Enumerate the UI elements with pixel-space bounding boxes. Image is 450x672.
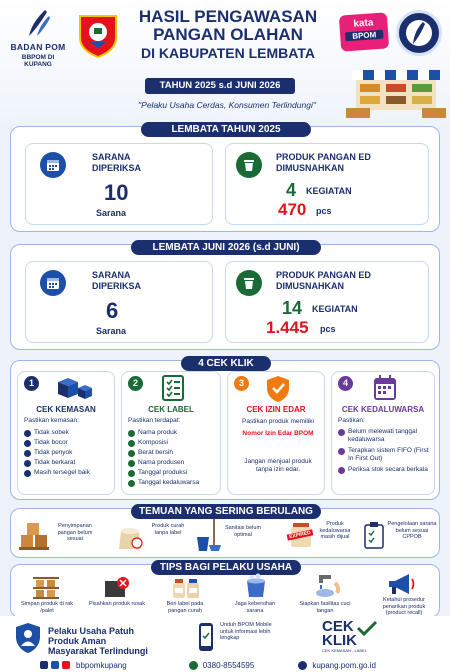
kegiatan-value: 14 (282, 298, 303, 318)
list-item: Tidak bocor (24, 438, 114, 448)
pcs-unit: pcs (316, 206, 332, 216)
step-title: CEK IZIN EDAR (246, 405, 306, 414)
cleaning-bucket-icon (243, 573, 269, 604)
handwash-icon (313, 573, 343, 604)
step-number: 3 (234, 376, 249, 391)
list-item: Tanggal kedaluwarsa (128, 478, 220, 488)
sarana-label-line2: DIPERIKSA (92, 281, 142, 291)
temuan-item: Sanitasi belum optimal (224, 525, 262, 538)
bpom-name: BADAN POM (10, 42, 66, 52)
produk-label-line1: PRODUK PANGAN ED (276, 270, 371, 280)
tip-item: Simpan produk di rak /palet (21, 601, 73, 614)
list-item: Masih tersegel baik (24, 468, 114, 478)
step-desc: Pastikan kemasan: (24, 417, 79, 424)
period-badge: TAHUN 2025 s.d JUNI 2026 (145, 78, 295, 94)
facebook-icon[interactable] (51, 661, 59, 669)
contact-bar (0, 658, 450, 672)
title-line1: HASIL PENGAWASAN (138, 7, 318, 26)
labeled-jar-icon (171, 575, 201, 604)
step-cek-izin-edar (227, 371, 325, 495)
list-item: Tidak berkarat (24, 458, 114, 468)
step-title: CEK KEDALUWARSA (341, 405, 425, 414)
step-number: 2 (128, 376, 143, 391)
calendar-icon (40, 152, 66, 178)
youtube-icon[interactable] (62, 661, 70, 669)
title-line3: DI KABUPATEN LEMBATA (141, 45, 315, 61)
globe-icon (298, 661, 307, 670)
cek-klik-title: 4 CEK KLIK (181, 356, 271, 371)
whatsapp-icon (189, 661, 198, 670)
page-title (122, 8, 334, 62)
section-2025-title: LEMBATA TAHUN 2025 (141, 122, 311, 137)
box-icon (52, 374, 94, 405)
step-title: CEK LABEL (148, 405, 194, 414)
bpom-mark-icon (23, 8, 53, 38)
step-desc: Pastikan terdapat: (128, 417, 181, 424)
pcs-value: 1.445 (266, 318, 309, 337)
checklist-icon (160, 374, 186, 407)
header (0, 0, 450, 128)
tip-item: Ketahui prosedur penarikan produk (product recall) (382, 597, 426, 616)
cek-sub: CEK KEMASAN - LABEL (322, 648, 367, 653)
kegiatan-unit: KEGIATAN (312, 304, 358, 314)
temuan-item: Penyimpanan pangan belum sesuai (57, 523, 93, 542)
step-cek-kedaluwarsa (331, 371, 435, 495)
produk-label-line1: PRODUK PANGAN ED (276, 152, 371, 162)
list-item: Nama produsen (128, 458, 220, 468)
sarana-value: 10 (104, 180, 129, 205)
temuan-section (10, 508, 440, 558)
footer-line1: Pelaku Usaha Patuh (48, 626, 135, 636)
damaged-box-icon (103, 575, 129, 604)
shield-person-icon (14, 622, 42, 659)
kegiatan-value: 4 (286, 180, 297, 200)
list-item: Berat bersih (128, 448, 220, 458)
shield-check-icon (264, 374, 292, 409)
expired-jar-icon (287, 521, 317, 547)
tip-item: Siapkan fasilitas cuci tangan (299, 601, 351, 614)
pcs-value: 470 (278, 200, 307, 219)
clipboard-icon (363, 521, 385, 554)
trash-icon (236, 152, 262, 178)
sarana-label-line1: SARANA (92, 152, 131, 162)
kata-bpom-logo (339, 12, 389, 51)
sarana-unit: Sarana (96, 326, 127, 336)
kegiatan-unit: KEGIATAN (306, 186, 352, 196)
temuan-item: Produk curah tanpa label (151, 523, 185, 536)
step-desc: Pastikan: (338, 417, 365, 424)
step-title: CEK KEMASAN (36, 405, 96, 414)
social-icons (40, 661, 70, 669)
tip-item: Pisahkan produk rusak (89, 601, 145, 607)
list-item: Nama produk (128, 428, 220, 438)
kata-brand: BPOM (345, 30, 384, 42)
produk-ed-card-2026 (225, 261, 429, 343)
tips-section (10, 564, 440, 618)
bpom-logo (8, 8, 68, 68)
list-item: Komposisi (128, 438, 220, 448)
shelf-icon (31, 575, 61, 604)
produk-ed-card-2025 (225, 143, 429, 225)
bpom-unit: BBPOM DI KUPANG (21, 54, 55, 68)
sarana-value: 6 (106, 298, 119, 323)
produk-label-line2: DIMUSNAHKAN (276, 163, 344, 173)
step-checklist (338, 428, 434, 474)
list-item: Terapkan sistem FIFO (First In First Out) (338, 447, 434, 463)
footer-line2: Produk Aman (48, 636, 107, 646)
phone-icon (198, 622, 214, 657)
social-handle[interactable]: bbpomkupang (76, 660, 127, 670)
section-2026 (10, 244, 440, 350)
temuan-title: TEMUAN YANG SERING BERULANG (131, 504, 321, 519)
list-item: Tidak sobek (24, 428, 114, 438)
expired-stamp: EXPIRED (288, 529, 312, 541)
temuan-item: Produk kedaluwarsa masih dijual (319, 521, 351, 540)
bulk-sack-icon (115, 521, 145, 556)
step-number: 4 (338, 376, 353, 391)
footer (0, 616, 450, 672)
list-item: Periksa stok secara berkala (338, 466, 434, 474)
izin-edar-highlight: Nomor Izin Edar BPOM (242, 430, 314, 437)
temuan-item: Pengelolaan sarana belum sesuai CPPOB (387, 521, 437, 540)
checkmark-icon (356, 620, 378, 641)
sarana-card-2025 (25, 143, 213, 225)
step-cek-kemasan (17, 371, 115, 495)
tip-item: Jaga kebersihan sarana (234, 601, 276, 614)
phone-number[interactable]: 0380-8554595 (202, 660, 255, 670)
pcs-unit: pcs (320, 324, 336, 334)
step-number: 1 (24, 376, 39, 391)
sarana-label-line2: DIPERIKSA (92, 163, 142, 173)
section-2026-title: LEMBATA JUNI 2026 (s.d JUNI) (131, 240, 321, 255)
step-checklist (24, 428, 114, 478)
tip-item: Beri label pada pangan curah (166, 601, 204, 614)
market-stall-icon (346, 60, 446, 118)
klik-label: KLIK (322, 632, 357, 649)
trash-icon (236, 270, 262, 296)
sarana-label-line1: SARANA (92, 270, 131, 280)
list-item: Belum melewati tanggal kedaluwarsa (338, 428, 434, 444)
section-2025 (10, 126, 440, 232)
kabupaten-emblem-icon (76, 12, 120, 58)
step-checklist (128, 428, 220, 488)
cek-klik-section (10, 360, 440, 500)
tagline: "Pelaku Usaha Cerdas, Konsumen Terlindungi" (138, 100, 316, 110)
footer-line3: Masyarakat Terlindungi (48, 646, 148, 656)
list-item: Tanggal produksi (128, 468, 220, 478)
calendar-icon (372, 374, 398, 407)
sarana-unit: Sarana (96, 208, 127, 218)
tips-title: TIPS BAGI PELAKU USAHA (151, 560, 301, 575)
storage-boxes-icon (19, 521, 49, 556)
website-link[interactable]: kupang.pom.go.id (312, 660, 376, 670)
kata-label: kata (353, 17, 374, 30)
produk-label-line2: DIMUSNAHKAN (276, 281, 344, 291)
app-note: Unduh BPOM Mobile untuk informasi lebih lengkap (220, 622, 272, 641)
cek-label: CEK (322, 618, 354, 635)
title-line2: PANGAN OLAHAN (153, 25, 303, 44)
step-cek-label (121, 371, 221, 495)
list-item: Tidak penyok (24, 448, 114, 458)
instagram-icon[interactable] (40, 661, 48, 669)
round-seal-icon (396, 10, 442, 56)
step-desc: Pastikan produk memiliki (242, 418, 314, 425)
izin-edar-note: Jangan menjual produk tanpa izin edar. (244, 458, 312, 473)
sarana-card-2026 (25, 261, 213, 343)
mop-bucket-icon (195, 519, 223, 558)
calendar-icon (40, 270, 66, 296)
